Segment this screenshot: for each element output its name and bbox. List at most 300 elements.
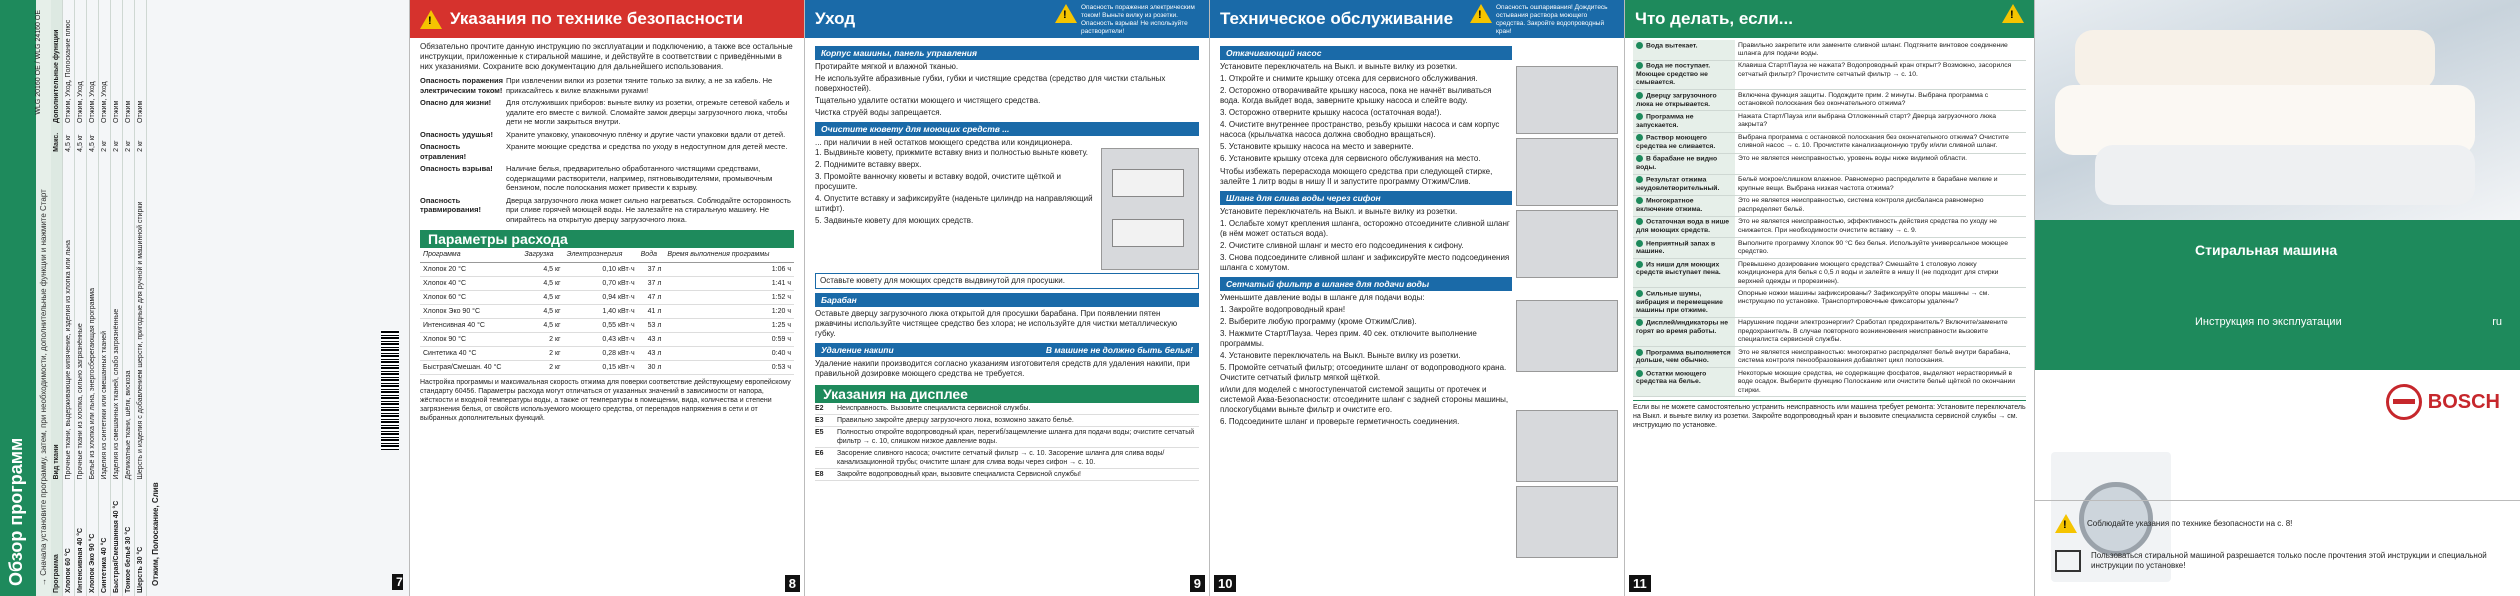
table-cell: Синтетика 40 °C — [420, 347, 521, 361]
solution-text: Опорные ножки машины зафиксированы? Зафиксируйте опоры машины → см. инструкцию по установке. Транспортировочные фиксаторы удалены? — [1735, 288, 2026, 318]
table-row — [87, 0, 99, 596]
bullet-icon — [1636, 113, 1643, 120]
table-cell: 2 кг — [521, 333, 563, 347]
bullet-icon — [1636, 42, 1643, 49]
table-cell: Хлопок 40 °C — [420, 277, 521, 291]
table-cell: 0,28 кВт·ч — [564, 347, 638, 361]
table-cell: Хлопок Эко 90 °C — [420, 305, 521, 319]
table-cell: 0:59 ч — [664, 333, 794, 347]
problem-cell — [1633, 368, 1735, 397]
max-load: 4,5 кг — [75, 126, 87, 155]
bullet-icon — [1636, 134, 1643, 141]
page-number: 8 — [785, 575, 800, 592]
pump-step: 2. Осторожно отворачивайте крышку насоса, пока не начнёт выливаться вода. Когда выйдет вода, заверните крышку насоса и слейте воду. — [1220, 86, 1492, 105]
safety-item-key: Опасность отравления! — [420, 142, 467, 161]
solution-text: Выполните программу Хлопок 90 °C без белья. Используйте универсальное моющее средство. — [1735, 238, 2026, 259]
max-load: 2 кг — [123, 126, 135, 155]
table-cell: 37 л — [638, 263, 665, 277]
table-row — [1633, 195, 2026, 216]
pump-note: Чтобы избежать перерасхода моющего средства при следующей стирке, залейте 1 литр воды в нишу II и запустите программу Отжим/Слив. — [1220, 167, 1493, 186]
cover-subtitle: Инструкция по эксплуатации — [2195, 316, 2342, 328]
error-code: E3 — [815, 417, 824, 424]
error-code: E8 — [815, 471, 824, 478]
model-number: WLG 20160 OE / WLG 24160 OE — [35, 10, 42, 115]
section-housing: Корпус машины, панель управления — [815, 46, 1199, 60]
filter-step: 2. Выберите любую программу (кроме Отжим/Слив). — [1220, 317, 1417, 326]
care-warning: Опасность поражения электрическим током! Выньте вилку из розетки. Опасность взрыва! Не используйте растворители! — [1081, 4, 1195, 35]
table-row — [75, 0, 87, 596]
filter-step: Уменьшите давление воды в шланге для подачи воды: — [1220, 293, 1425, 302]
problem-cell — [1633, 238, 1735, 259]
drawer-note: Оставьте кювету для моющих средств выдвинутой для просушки. — [815, 273, 1199, 289]
safety-item-key: Опасность взрыва! — [420, 164, 493, 173]
consumption-col: Программа — [420, 248, 521, 263]
safety-item-text: Для отслуживших приборов: выньте вилку из розетки, отрежьте сетевой кабель и удалите его вместе с вилкой. Сломайте замок дверцы загрузочного люка, чтобы дети не могли закрыться внутри. — [506, 98, 790, 126]
problem-cell — [1633, 317, 1735, 346]
solution-text: Некоторые моющие средства, не содержащие фосфатов, выделяют нерастворимый в воде осадок. Выберите функцию Полоскание или очистите бельё щёткой по окончании стирки. — [1735, 368, 2026, 397]
descaling-text: Удаление накипи производится согласно указаниям изготовителя средств для удаления накипи, при правильной дозировке моющего средства не требуется. — [815, 359, 1190, 378]
safety-item-key: Опасность удушья! — [420, 129, 494, 139]
safety-note-row — [2055, 514, 2292, 533]
error-text: Неисправность. Вызовите специалиста сервисной службы. — [837, 405, 1031, 412]
safety-item-text: Храните упаковку, упаковочную плёнку и другие части упаковки вдали от детей. — [506, 129, 786, 139]
problem-cell — [1633, 40, 1735, 60]
extras: Отжим, Уход — [75, 0, 87, 126]
table-cell: 1:06 ч — [664, 263, 794, 277]
bullet-icon — [1636, 290, 1643, 297]
warning-icon: ! — [1055, 4, 1077, 23]
care-header — [805, 0, 1209, 38]
manual-note: Пользоваться стиральной машиной разрешается только после прочтения этой инструкции и специальной инструкции по установке! — [2091, 551, 2487, 570]
page-number: 7 — [392, 574, 403, 590]
problem-text: Многократное включение отжима. — [1636, 197, 1703, 214]
hose-step: Установите переключатель на Выкл. и выньте вилку из розетки. — [1220, 207, 1458, 216]
care-list-item: Протирайте мягкой и влажной тканью. — [815, 62, 959, 71]
table-cell: Интенсивная 40 °C — [420, 319, 521, 333]
overview-footer: Отжим, Полоскание, Слив — [151, 482, 160, 586]
table-row — [1633, 347, 2026, 368]
consumption-col: Электроэнергия — [564, 248, 638, 263]
solution-text: Клавиша Старт/Пауза не нажата? Водопроводный кран открыт? Возможно, засорился сетчатый фильтр? Прочистите сетчатый фильтр → с. 10. — [1735, 60, 2026, 90]
filter-step: 1. Закройте водопроводный кран! — [1220, 305, 1346, 314]
problem-text: Вода вытекает. — [1646, 41, 1698, 49]
safety-item-text: Храните моющие средства и средства по уходу в недоступном для детей месте. — [506, 142, 788, 151]
error-code: E2 — [815, 405, 824, 412]
warning-icon: ! — [2002, 4, 2024, 23]
filter-step: 6. Подсоедините шланг и проверьте герметичность соединения. — [1220, 417, 1460, 426]
col-max-load: Макс. — [51, 126, 63, 155]
filter-step: 5. Промойте сетчатый фильтр; отсоедините шланг от водопроводного крана. Очистите сетчатый фильтр мягкой щёткой. — [1220, 363, 1507, 382]
table-row — [123, 0, 135, 596]
filter-illustration-2 — [1516, 486, 1618, 558]
safety-page — [410, 0, 805, 596]
programme-name: Интенсивная 40 °C — [75, 483, 87, 596]
problem-cell — [1633, 174, 1735, 195]
solution-text: Это не является неисправностью, уровень воды ниже видимой области. — [1735, 153, 2026, 174]
troubleshooting-page — [1625, 0, 2035, 596]
table-row — [1633, 90, 2026, 111]
extras: Отжим, Уход, Полоскание плюс — [63, 0, 75, 126]
bosch-logo-icon — [2386, 384, 2422, 420]
bullet-icon — [1636, 176, 1643, 183]
problem-text: Программа выполняется дольше, чем обычно. — [1636, 348, 1731, 365]
safety-note: Соблюдайте указания по технике безопасности на с. 8! — [2087, 518, 2293, 528]
problem-cell — [1633, 195, 1735, 216]
table-row — [1633, 368, 2026, 397]
programme-name: Шерсть 30 °C — [135, 483, 147, 596]
table-row — [135, 0, 147, 596]
descaling-title: Удаление накипи — [821, 345, 894, 355]
care-list-item: Чистка струёй воды запрещается. — [815, 108, 942, 117]
table-cell: 4,5 кг — [521, 319, 563, 333]
table-row — [1633, 111, 2026, 132]
drawer-step: 3. Промойте ванночку кюветы и вставку водой, очистите щёткой и просушите. — [815, 172, 1061, 191]
table-row — [1633, 238, 2026, 259]
solution-text: Нарушение подачи электроэнергии? Сработал предохранитель? Включите/замените предохранитель. В случае повторного возникновения неисправности вызовите специалиста сервисной службы. — [1735, 317, 2026, 346]
section-drum: Барабан — [815, 293, 1199, 307]
filter-step: 4. Установите переключатель на Выкл. Выньте вилку из розетки. — [1220, 351, 1461, 360]
table-row — [420, 361, 794, 375]
section-pump: Откачивающий насос — [1220, 46, 1512, 60]
safety-intro: Обязательно прочтите данную инструкцию по эксплуатации и подключению, а также все остальные инструкции, приложенные к стиральной машине, и действуйте в соответствии с приведёнными в них указаниями. Сохраните всю документацию для дальнейшего использования. — [420, 42, 793, 71]
bosch-logo — [2386, 384, 2500, 420]
filter-step: и/или для моделей с многоступенчатой системой защиты от протечек и системой Аква-Безопасности: отсоедините шланг с задней стороны машины, плоскогубцами выньте фильтр и очистите его. — [1220, 385, 1509, 414]
table-row — [420, 263, 794, 277]
programme-name: Хлопок Эко 90 °C — [87, 483, 99, 596]
problem-cell — [1633, 111, 1735, 132]
problem-cell — [1633, 259, 1735, 288]
fabric-desc: Прочные ткани из хлопка, сильно загрязнённые — [75, 155, 87, 483]
solution-text: Превышено дозирование моющего средства? Смешайте 1 столовую ложку кондиционера для белья с 0,5 л воды и залейте в нишу II (не подходит для стирки верхней одежды и прорезинен). — [1735, 259, 2026, 288]
safety-header — [410, 0, 804, 38]
table-cell: 1:41 ч — [664, 277, 794, 291]
consumption-notes: Настройка программы и максимальная скорость отжима для поверки соответствие действующему европейскому стандарту 60456. Параметры расхода могут отличаться от указанных значений в зависимости от напора, жёсткости и входной температуры воды, а также от температуры в помещении, вида, количества и степени загрязнения белья, от свойств используемого моющего средства, от перепадов напряжения в сети и от выбранных дополнительных функций. — [420, 379, 791, 422]
pump-step: Установите переключатель на Выкл. и выньте вилку из розетки. — [1220, 62, 1458, 71]
table-cell: 37 л — [638, 277, 665, 291]
hose-step: 3. Снова подсоедините сливной шланг и зафиксируйте место подсоединения шланга с хомутом. — [1220, 253, 1510, 272]
hose-step: 2. Очистите сливной шланг и место его подсоединения к сифону. — [1220, 241, 1464, 250]
problem-text: Остаточная вода в нише для моющих средств. — [1636, 218, 1730, 235]
fabric-desc: Прочные ткани, выдерживающие кипячение, изделия из хлопка или льна — [63, 155, 75, 483]
filter-illustration-1 — [1516, 410, 1618, 482]
display-code-row — [815, 415, 1199, 427]
solution-text: Бельё мокрое/слишком влажное. Равномерно распределите в барабане мелкие и крупные вещи. Выбрана низкая частота отжима? — [1735, 174, 2026, 195]
table-cell: 2 кг — [521, 361, 563, 375]
table-row — [420, 333, 794, 347]
towel-photo — [2035, 0, 2520, 220]
problem-text: Из ниши для моющих средств выступает пена. — [1636, 261, 1721, 277]
safety-item-key: Опасность травмирования! — [420, 195, 481, 214]
consumption-col: Время выполнения программы — [664, 248, 794, 263]
max-load: 2 кг — [99, 126, 111, 155]
extras: Отжим, Уход — [87, 0, 99, 126]
fabric-desc: Изделия из синтетики или смешанных тканей — [99, 155, 111, 483]
fabric-desc: Деликатные ткани, шёлк, вискоза — [123, 155, 135, 483]
table-cell: 0,70 кВт·ч — [564, 277, 638, 291]
table-row — [99, 0, 111, 596]
extras: Отжим — [135, 0, 147, 126]
consumption-table — [420, 248, 794, 375]
table-cell: 0,43 кВт·ч — [564, 333, 638, 347]
section-filter: Сетчатый фильтр в шланге для подачи воды — [1220, 277, 1512, 291]
table-cell: Хлопок 90 °C — [420, 333, 521, 347]
display-code-row — [815, 403, 1199, 415]
table-row — [420, 319, 794, 333]
table-cell: 0,94 кВт·ч — [564, 291, 638, 305]
programme-table — [51, 0, 147, 596]
pump-illustration-3 — [1516, 210, 1618, 278]
col-extras: Дополнительные функции — [51, 0, 63, 126]
table-cell: 0,10 кВт·ч — [564, 263, 638, 277]
troubleshooting-title: Что делать, если... — [1635, 9, 1793, 28]
drum-text: Оставьте дверцу загрузочного люка открытой для просушки барабана. При появлении пятен ржавчины используйте чистящее средство без хлора; не используйте для чистки металлическую губку. — [815, 309, 1178, 338]
table-row — [1633, 132, 2026, 153]
brand-name: BOSCH — [2427, 390, 2500, 413]
table-row — [63, 0, 75, 596]
table-cell: 47 л — [638, 291, 665, 305]
table-cell: 4,5 кг — [521, 291, 563, 305]
table-row — [420, 305, 794, 319]
problem-text: Результат отжима неудовлетворительный. — [1636, 176, 1720, 192]
bullet-icon — [1636, 92, 1643, 99]
problem-text: Сильные шумы, вибрация и перемещение машины при отжиме. — [1636, 290, 1723, 315]
table-cell: 1:52 ч — [664, 291, 794, 305]
solution-text: Включена функция защиты. Подождите прим. 2 минуты. Выбрана программа с остановкой полоскания без окончательного отжима? — [1735, 90, 2026, 111]
bullet-icon — [1636, 197, 1643, 204]
table-row — [420, 291, 794, 305]
hose-step: 1. Ослабьте хомут крепления шланга, осторожно отсоедините сливной шланг (в нём может остаться вода). — [1220, 219, 1510, 238]
bullet-icon — [1636, 218, 1643, 225]
pump-step: 4. Очистите внутреннее пространство, резьбу крышки насоса и сам корпус насоса (крыльчатка насоса должна свободно вращаться). — [1220, 120, 1500, 139]
pump-illustration-1 — [1516, 66, 1618, 134]
maintenance-title: Техническое обслуживание — [1220, 9, 1454, 28]
problem-text: Дверцу загрузочного люка не открывается. — [1636, 92, 1717, 108]
fabric-desc: Изделия из смешанных тканей, слабо загрязнённые — [111, 155, 123, 483]
solution-text: Это не является неисправностью, система контроля дисбаланса равномерно распределяет бельё. — [1735, 195, 2026, 216]
display-notes-title: Указания на дисплее — [815, 385, 1199, 403]
table-cell: 1:25 ч — [664, 319, 794, 333]
table-cell: 4,5 кг — [521, 305, 563, 319]
problem-cell — [1633, 288, 1735, 318]
bullet-icon — [1636, 240, 1643, 247]
drawer-step: 2. Поднимите вставку вверх. — [815, 160, 922, 169]
drawer-illustration — [1101, 148, 1199, 270]
maintenance-header — [1210, 0, 1624, 38]
table-cell: 41 л — [638, 305, 665, 319]
consumption-col: Загрузка — [521, 248, 563, 263]
pump-step: 1. Откройте и снимите крышку отсека для сервисного обслуживания. — [1220, 74, 1478, 83]
error-text: Засорение сливного насоса; очистите сетчатый фильтр → с. 10. Засорение шланга для слива воды/канализационной трубы; очистите шланг для слива воды через сифон → с. 10. — [837, 450, 1165, 466]
table-cell: 4,5 кг — [521, 277, 563, 291]
overview-subtitle: → Сначала установите программу, затем, при необходимости, дополнительные функции и нажмите Старт — [36, 0, 51, 596]
bullet-icon — [1636, 62, 1643, 69]
troubleshooting-header — [1625, 0, 2034, 38]
bullet-icon — [1636, 155, 1643, 162]
table-row — [420, 347, 794, 361]
drawer-step: 5. Задвиньте кювету для моющих средств. — [815, 216, 974, 225]
troubleshooting-table — [1633, 40, 2026, 397]
pump-step: 6. Установите крышку отсека для сервисного обслуживания на место. — [1220, 154, 1481, 163]
troubleshooting-footer: Если вы не можете самостоятельно устранить неисправность или машина требует ремонта: Установите переключатель на Выкл. и выньте вилку из розетки. Закройте водопроводный кран и вызовите специалиста сервисной службы → см. инструкцию по установке. — [1633, 400, 2026, 430]
drawer-step: 4. Опустите вставку и зафиксируйте (наденьте цилиндр на направляющий штифт). — [815, 194, 1093, 213]
hose-illustration — [1516, 300, 1618, 372]
safety-title: Указания по технике безопасности — [450, 9, 744, 28]
table-row — [1633, 60, 2026, 90]
table-cell: 2 кг — [521, 347, 563, 361]
cover-band — [2035, 220, 2520, 370]
cover-title: Стиральная машина — [2195, 242, 2338, 258]
bullet-icon — [1636, 261, 1643, 268]
table-row — [1633, 174, 2026, 195]
problem-text: В барабане не видно воды. — [1636, 155, 1718, 171]
care-list-item: Не используйте абразивные губки, губки и чистящие средства (средство для чистки стальных поверхностей). — [815, 74, 1166, 93]
table-row — [1633, 317, 2026, 346]
safety-item-text: Дверца загрузочного люка может сильно нагреваться. Соблюдайте осторожность при сливе горячей моющей воды. Не залезайте на стиральную машину. Не опирайтесь на открытую дверцу загрузочного люка. — [506, 195, 791, 224]
problem-text: Остатки моющего средства на белье. — [1636, 370, 1707, 386]
error-code: E6 — [815, 450, 824, 457]
warning-icon: ! — [2055, 514, 2077, 533]
drawer-intro: ... при наличии в ней остатков моющего средства или кондиционера. — [815, 138, 1073, 147]
care-page — [805, 0, 1210, 596]
max-load: 4,5 кг — [87, 126, 99, 155]
safety-item-text: При извлечении вилки из розетки тяните только за вилку, а не за кабель. Не прикасайтесь к вилке влажными руками! — [506, 76, 773, 95]
safety-item — [420, 130, 794, 140]
safety-item — [420, 76, 794, 95]
table-cell: 0,55 кВт·ч — [564, 319, 638, 333]
fabric-desc: Бельё из хлопка или льна, энергосберегающая программа — [87, 155, 99, 483]
language-code: ru — [2492, 316, 2502, 328]
problem-text: Программа не запускается. — [1636, 113, 1694, 129]
section-drawer: Очистите кювету для моющих средств ... — [815, 122, 1199, 136]
section-descaling — [815, 343, 1199, 357]
consumption-col: Вода — [638, 248, 665, 263]
bullet-icon — [1636, 349, 1643, 356]
display-code-row — [815, 427, 1199, 448]
table-cell: Хлопок 60 °C — [420, 291, 521, 305]
table-row — [111, 0, 123, 596]
table-cell: Хлопок 20 °C — [420, 263, 521, 277]
table-cell: 53 л — [638, 319, 665, 333]
error-code: E5 — [815, 429, 824, 436]
solution-text: Нажата Старт/Пауза или выбрана Отложенный старт? Дверца загрузочного люка закрыта? — [1735, 111, 2026, 132]
maintenance-warning: Опасность ошпаривания! Дождитесь остывания раствора моющего средства. Закройте водопроводный кран! — [1496, 4, 1608, 35]
table-cell: 1,40 кВт·ч — [564, 305, 638, 319]
problem-text: Дисплей/индикаторы не горят во время работы. — [1636, 319, 1729, 336]
pump-step: 3. Осторожно отверните крышку насоса (остаточная вода!). — [1220, 108, 1442, 117]
safety-item — [420, 98, 794, 127]
table-cell: 0:53 ч — [664, 361, 794, 375]
safety-item — [420, 142, 794, 161]
max-load: 2 кг — [135, 126, 147, 155]
error-text: Полностью откройте водопроводный кран, перегиб/защемление шланга для подачи воды; очистите сетчатый фильтр → с. 10, слишком низкое давление воды. — [837, 429, 1195, 445]
descaling-sub: В машине не должно быть белья! — [1045, 345, 1193, 355]
table-row — [1633, 153, 2026, 174]
table-cell: 4,5 кг — [521, 263, 563, 277]
page-number: 9 — [1190, 575, 1205, 592]
programme-name: Быстрая/Смешанная 40 °C — [111, 483, 123, 596]
warning-icon: ! — [420, 10, 442, 29]
overview-title: Обзор программ — [0, 0, 36, 596]
problem-cell — [1633, 60, 1735, 90]
safety-item — [420, 164, 794, 193]
page-number: 11 — [1629, 575, 1651, 592]
programme-name: Хлопок 60 °C — [63, 483, 75, 596]
safety-item-key: Опасно для жизни! — [420, 98, 492, 107]
table-cell: 43 л — [638, 347, 665, 361]
programme-overview-page — [0, 0, 410, 596]
barcode-image — [381, 330, 399, 450]
consumption-title: Параметры расхода — [420, 230, 794, 248]
display-code-row — [815, 469, 1199, 481]
safety-item-key: Опасность поражения электрическим током! — [420, 76, 504, 95]
care-list-item: Тщательно удалите остатки моющего и чистящего средства. — [815, 96, 1041, 105]
solution-text: Правильно закрепите или замените сливной шланг. Подтяните винтовое соединение шланга для подачи воды. — [1735, 40, 2026, 60]
extras: Отжим — [111, 0, 123, 126]
table-row — [1633, 259, 2026, 288]
fabric-desc: Шерсть и изделия с добавлением шерсти, пригодные для ручной и машинной стирки — [135, 155, 147, 483]
maintenance-page — [1210, 0, 1625, 596]
problem-cell — [1633, 347, 1735, 368]
table-row — [1633, 288, 2026, 318]
problem-text: Неприятный запах в машине. — [1636, 239, 1716, 256]
table-cell: 0:40 ч — [664, 347, 794, 361]
safety-item-text: Наличие белья, предварительно обработанного чистящими средствами, содержащими растворители, например, пятновыводителями, промывочным бензином, после полоскания может привести к взрыву. — [506, 164, 773, 192]
pump-illustration-2 — [1516, 138, 1618, 206]
solution-text: Это не является неисправностью: многократно распределяет бельё внутри барабана, система контроля пенообразования добавляет цикл полоскания. — [1735, 347, 2026, 368]
cover-page — [2035, 0, 2520, 596]
extras: Отжим — [123, 0, 135, 126]
problem-text: Раствор моющего средства не сливается. — [1636, 134, 1716, 150]
max-load: 4,5 кг — [63, 126, 75, 155]
extras: Отжим, Уход — [99, 0, 111, 126]
pump-step: 5. Установите крышку насоса на место и заверните. — [1220, 142, 1414, 151]
error-text: Правильно закройте дверцу загрузочного люка, возможно зажато бельё. — [837, 417, 1074, 424]
filter-step: 3. Нажмите Старт/Пауза. Через прим. 40 сек. отключите выполнение программы. — [1220, 329, 1477, 348]
safety-item — [420, 196, 794, 225]
table-cell: 43 л — [638, 333, 665, 347]
solution-text: Выбрана программа с остановкой полоскания без окончательного отжима? Очистите сливной насос → с. 10. Прочистите канализационную трубу и/или сливной шланг. — [1735, 132, 2026, 153]
table-cell: 30 л — [638, 361, 665, 375]
manual-note-row — [2055, 550, 2505, 572]
page-number: 10 — [1214, 575, 1236, 592]
book-icon — [2055, 550, 2081, 572]
display-code-row — [815, 448, 1199, 469]
bullet-icon — [1636, 319, 1643, 326]
table-row — [1633, 40, 2026, 60]
error-text: Закройте водопроводный кран, вызовите специалиста Сервисной службы! — [837, 471, 1081, 478]
warning-icon: ! — [1470, 4, 1492, 23]
table-cell: 0,15 кВт·ч — [564, 361, 638, 375]
max-load: 2 кг — [111, 126, 123, 155]
rotated-content — [0, 0, 410, 596]
table-row — [420, 277, 794, 291]
table-cell: 1:20 ч — [664, 305, 794, 319]
drawer-step: 1. Выдвиньте кювету, прижмите вставку вниз и полностью выньте кювету. — [815, 148, 1089, 157]
care-title: Уход — [815, 9, 856, 28]
problem-cell — [1633, 216, 1735, 237]
col-programme: Программа — [51, 483, 63, 596]
problem-cell — [1633, 153, 1735, 174]
table-cell: Быстрая/Смешан. 40 °C — [420, 361, 521, 375]
programme-name: Синтетика 40 °C — [99, 483, 111, 596]
section-hose: Шланг для слива воды через сифон — [1220, 191, 1512, 205]
table-row — [1633, 216, 2026, 237]
problem-cell — [1633, 90, 1735, 111]
programme-name: Тонкое бельё 30 °C — [123, 483, 135, 596]
col-fabric: Вид ткани — [51, 155, 63, 483]
problem-text: Вода не поступает. Моющее средство не смывается. — [1636, 62, 1711, 87]
bullet-icon — [1636, 370, 1643, 377]
